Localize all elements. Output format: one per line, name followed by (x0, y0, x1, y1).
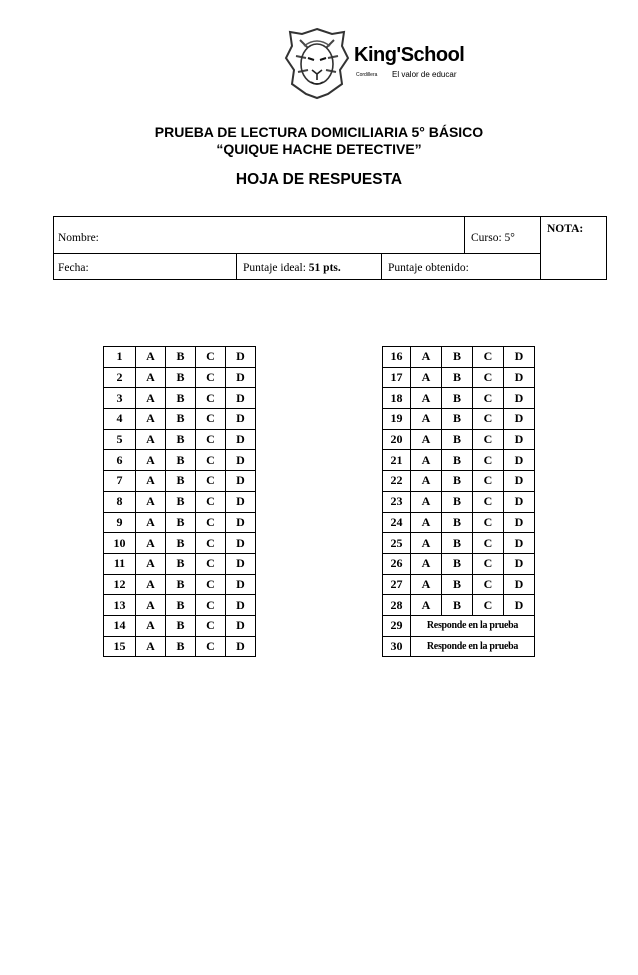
question-number: 1 (104, 347, 136, 368)
option-b[interactable]: B (166, 409, 196, 430)
option-c[interactable]: C (196, 367, 226, 388)
option-d[interactable]: D (504, 471, 535, 492)
answer-table-right (382, 346, 535, 657)
option-d[interactable]: D (504, 347, 535, 368)
option-b[interactable]: B (442, 409, 473, 430)
option-a[interactable]: A (411, 553, 442, 574)
option-c[interactable]: C (473, 491, 504, 512)
question-number: 23 (383, 491, 411, 512)
option-b[interactable]: B (442, 512, 473, 533)
option-d[interactable]: D (226, 388, 256, 409)
question-number: 16 (383, 347, 411, 368)
answer-row (383, 553, 535, 574)
answer-row (104, 533, 256, 554)
option-d[interactable]: D (504, 429, 535, 450)
answer-row (104, 636, 256, 657)
puntaje-ideal-label: Puntaje ideal: (243, 262, 306, 274)
option-a[interactable]: A (411, 471, 442, 492)
option-c[interactable]: C (473, 429, 504, 450)
option-a[interactable]: A (411, 595, 442, 616)
option-c[interactable]: C (473, 512, 504, 533)
option-a[interactable]: A (136, 533, 166, 554)
answer-row (383, 636, 535, 657)
lion-crest-icon (282, 26, 352, 100)
option-d[interactable]: D (226, 574, 256, 595)
answer-row (383, 512, 535, 533)
option-c[interactable]: C (473, 450, 504, 471)
answer-row (104, 471, 256, 492)
option-c[interactable]: C (196, 450, 226, 471)
option-a[interactable]: A (136, 491, 166, 512)
option-b[interactable]: B (442, 388, 473, 409)
option-b[interactable]: B (166, 615, 196, 636)
question-number: 26 (383, 553, 411, 574)
answer-row (383, 450, 535, 471)
option-b[interactable]: B (166, 491, 196, 512)
option-c[interactable]: C (196, 553, 226, 574)
option-c[interactable]: C (196, 533, 226, 554)
option-c[interactable]: C (196, 595, 226, 616)
answer-row (104, 512, 256, 533)
option-a[interactable]: A (136, 615, 166, 636)
question-number: 25 (383, 533, 411, 554)
answer-row (383, 595, 535, 616)
brand-city: Cordillera (356, 72, 378, 78)
option-b[interactable]: B (166, 553, 196, 574)
option-c[interactable]: C (196, 512, 226, 533)
option-d[interactable]: D (226, 533, 256, 554)
option-a[interactable]: A (136, 429, 166, 450)
answer-row (383, 347, 535, 368)
answer-row (383, 491, 535, 512)
option-b[interactable]: B (442, 533, 473, 554)
option-a[interactable]: A (411, 429, 442, 450)
option-a[interactable]: A (411, 367, 442, 388)
option-a[interactable]: A (136, 595, 166, 616)
option-d[interactable]: D (504, 512, 535, 533)
option-b[interactable]: B (442, 553, 473, 574)
option-a[interactable]: A (136, 574, 166, 595)
option-b[interactable]: B (166, 450, 196, 471)
puntaje-ideal (243, 262, 341, 274)
answer-row (383, 574, 535, 595)
fecha-field[interactable]: Fecha: (58, 262, 89, 274)
answer-row (104, 429, 256, 450)
question-number: 9 (104, 512, 136, 533)
student-info-box (53, 216, 607, 280)
option-a[interactable]: A (136, 388, 166, 409)
answer-row (104, 491, 256, 512)
question-number: 22 (383, 471, 411, 492)
option-a[interactable]: A (136, 553, 166, 574)
option-d[interactable]: D (226, 636, 256, 657)
answer-row (383, 388, 535, 409)
option-a[interactable]: A (136, 409, 166, 430)
nombre-field[interactable]: Nombre: (58, 232, 99, 244)
option-d[interactable]: D (226, 491, 256, 512)
option-c[interactable]: C (473, 367, 504, 388)
answer-row (104, 409, 256, 430)
option-b[interactable]: B (442, 491, 473, 512)
question-number: 11 (104, 553, 136, 574)
option-c[interactable]: C (196, 471, 226, 492)
puntaje-ideal-value: 51 pts. (308, 262, 341, 274)
question-number: 24 (383, 512, 411, 533)
option-b[interactable]: B (166, 429, 196, 450)
option-a[interactable]: A (411, 388, 442, 409)
option-b[interactable]: B (166, 347, 196, 368)
option-c[interactable]: C (473, 574, 504, 595)
answer-row (104, 450, 256, 471)
option-a[interactable]: A (136, 512, 166, 533)
question-number: 30 (383, 636, 411, 657)
option-b[interactable]: B (166, 595, 196, 616)
open-response-note: Responde en la prueba (411, 636, 535, 657)
answer-row (383, 367, 535, 388)
option-c[interactable]: C (473, 409, 504, 430)
option-c[interactable]: C (473, 533, 504, 554)
option-c[interactable]: C (196, 491, 226, 512)
answer-row (383, 429, 535, 450)
option-b[interactable]: B (166, 471, 196, 492)
question-number: 15 (104, 636, 136, 657)
option-c[interactable]: C (473, 553, 504, 574)
answer-row (383, 409, 535, 430)
question-number: 7 (104, 471, 136, 492)
question-number: 29 (383, 615, 411, 636)
option-c[interactable]: C (196, 636, 226, 657)
question-number: 14 (104, 615, 136, 636)
option-d[interactable]: D (504, 574, 535, 595)
question-number: 21 (383, 450, 411, 471)
answer-row (104, 615, 256, 636)
title-line-2: “QUIQUE HACHE DETECTIVE” (216, 141, 422, 157)
option-d[interactable]: D (226, 367, 256, 388)
option-c[interactable]: C (473, 595, 504, 616)
option-a[interactable]: A (136, 347, 166, 368)
option-c[interactable]: C (196, 347, 226, 368)
answer-row (383, 471, 535, 492)
option-a[interactable]: A (411, 347, 442, 368)
question-number: 12 (104, 574, 136, 595)
option-a[interactable]: A (411, 574, 442, 595)
nota-field[interactable]: NOTA: (547, 223, 584, 235)
option-d[interactable]: D (226, 347, 256, 368)
option-c[interactable]: C (473, 388, 504, 409)
option-d[interactable]: D (504, 491, 535, 512)
option-a[interactable]: A (136, 367, 166, 388)
question-number: 8 (104, 491, 136, 512)
answer-row (104, 388, 256, 409)
option-c[interactable]: C (196, 429, 226, 450)
brand-block (354, 44, 465, 79)
question-number: 13 (104, 595, 136, 616)
question-number: 4 (104, 409, 136, 430)
option-d[interactable]: D (504, 553, 535, 574)
option-b[interactable]: B (166, 367, 196, 388)
option-d[interactable]: D (504, 409, 535, 430)
answer-row (104, 574, 256, 595)
question-number: 20 (383, 429, 411, 450)
option-b[interactable]: B (166, 512, 196, 533)
option-a[interactable]: A (136, 450, 166, 471)
option-b[interactable]: B (442, 574, 473, 595)
question-number: 18 (383, 388, 411, 409)
option-b[interactable]: B (442, 595, 473, 616)
option-c[interactable]: C (196, 409, 226, 430)
option-d[interactable]: D (226, 615, 256, 636)
option-b[interactable]: B (442, 367, 473, 388)
option-b[interactable]: B (166, 388, 196, 409)
question-number: 5 (104, 429, 136, 450)
option-a[interactable]: A (411, 533, 442, 554)
answer-row (104, 595, 256, 616)
curso-field[interactable]: Curso: 5° (471, 232, 515, 244)
answer-row (104, 367, 256, 388)
option-c[interactable]: C (196, 574, 226, 595)
option-a[interactable]: A (411, 409, 442, 430)
brand-slogan: El valor de educar (392, 70, 457, 79)
option-b[interactable]: B (166, 533, 196, 554)
option-b[interactable]: B (442, 347, 473, 368)
option-d[interactable]: D (226, 553, 256, 574)
option-c[interactable]: C (473, 471, 504, 492)
question-number: 19 (383, 409, 411, 430)
option-b[interactable]: B (442, 450, 473, 471)
option-b[interactable]: B (442, 429, 473, 450)
question-number: 27 (383, 574, 411, 595)
option-b[interactable]: B (442, 471, 473, 492)
option-d[interactable]: D (226, 409, 256, 430)
option-d[interactable]: D (504, 533, 535, 554)
sheet-title: HOJA DE RESPUESTA (235, 171, 403, 188)
option-d[interactable]: D (226, 450, 256, 471)
option-d[interactable]: D (226, 512, 256, 533)
option-a[interactable]: A (411, 491, 442, 512)
question-number: 10 (104, 533, 136, 554)
open-response-note: Responde en la prueba (411, 615, 535, 636)
option-c[interactable]: C (473, 347, 504, 368)
title-line-1: PRUEBA DE LECTURA DOMICILIARIA 5° BÁSICO (154, 124, 484, 140)
answer-row (104, 347, 256, 368)
option-d[interactable]: D (504, 595, 535, 616)
question-number: 2 (104, 367, 136, 388)
question-number: 6 (104, 450, 136, 471)
option-a[interactable]: A (136, 636, 166, 657)
option-a[interactable]: A (411, 512, 442, 533)
option-d[interactable]: D (504, 388, 535, 409)
answer-row (383, 533, 535, 554)
option-d[interactable]: D (504, 367, 535, 388)
option-c[interactable]: C (196, 615, 226, 636)
option-d[interactable]: D (226, 595, 256, 616)
answer-row (383, 615, 535, 636)
question-number: 28 (383, 595, 411, 616)
answer-table-left (103, 346, 256, 657)
school-logo (282, 26, 472, 100)
question-number: 3 (104, 388, 136, 409)
option-a[interactable]: A (136, 471, 166, 492)
option-c[interactable]: C (196, 388, 226, 409)
option-d[interactable]: D (504, 450, 535, 471)
question-number: 17 (383, 367, 411, 388)
option-b[interactable]: B (166, 636, 196, 657)
puntaje-obtenido-field[interactable]: Puntaje obtenido: (388, 262, 469, 274)
option-a[interactable]: A (411, 450, 442, 471)
option-d[interactable]: D (226, 471, 256, 492)
answer-row (104, 553, 256, 574)
option-d[interactable]: D (226, 429, 256, 450)
option-b[interactable]: B (166, 574, 196, 595)
brand-name: King'School (354, 44, 465, 66)
